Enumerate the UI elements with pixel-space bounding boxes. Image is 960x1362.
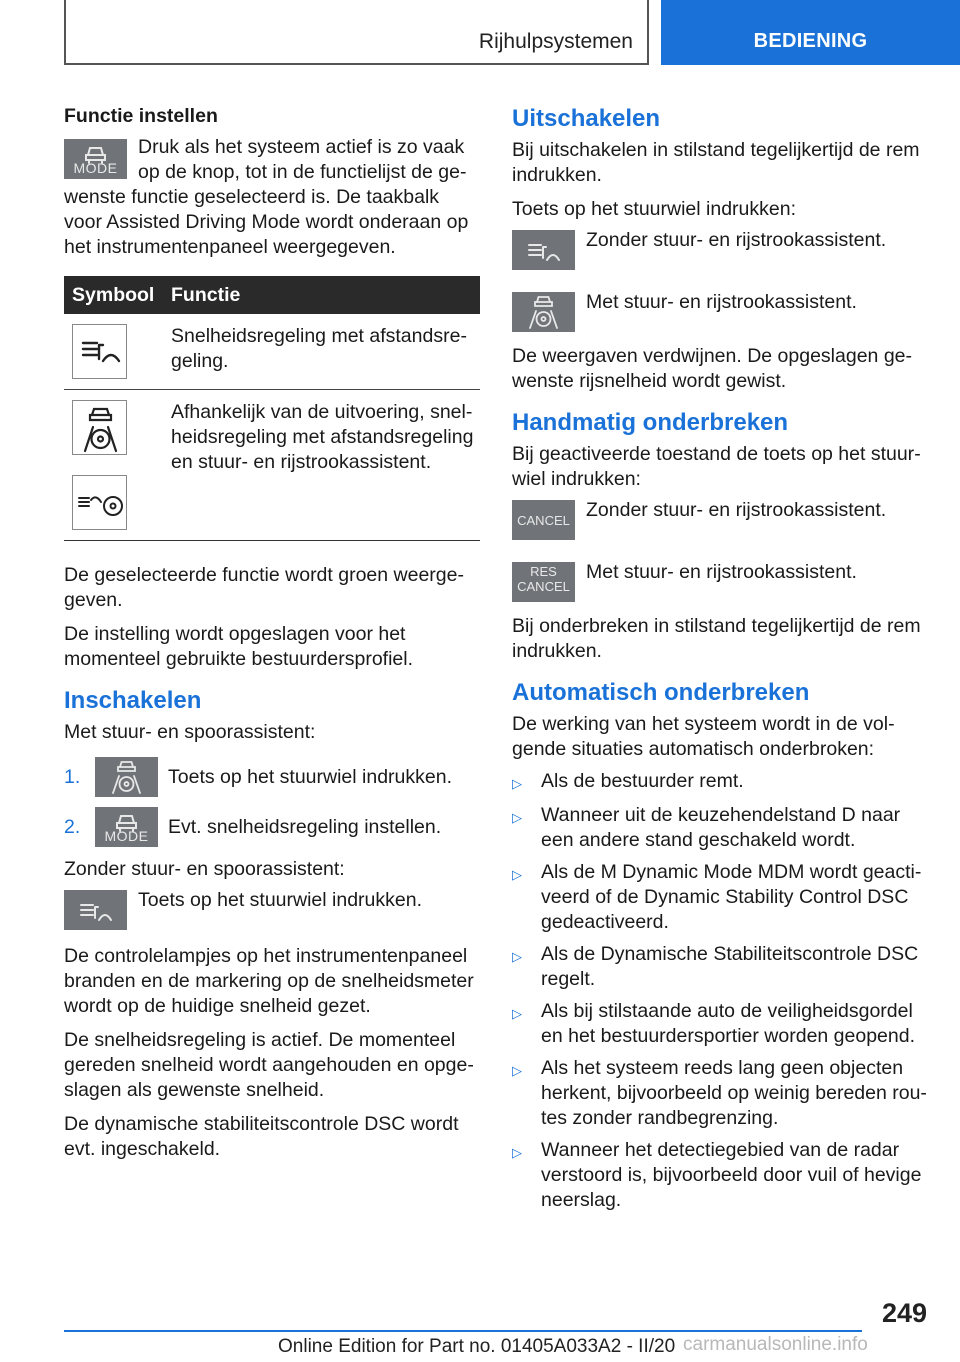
paragraph: Toets op het stuurwiel indrukken: <box>512 198 796 220</box>
table-header <box>64 276 480 314</box>
table-row <box>64 389 480 540</box>
bullet-triangle-icon: ▷ <box>512 1063 522 1078</box>
symbol-table <box>64 276 480 541</box>
paragraph: Bij uitschakelen in stilstand tegelijkertijd de rem indrukken. <box>512 139 920 186</box>
mode-label: MODE <box>104 828 149 844</box>
section-title: Rijhulpsystemen <box>478 30 633 53</box>
mode-button-icon <box>95 807 158 847</box>
mode-button-icon <box>64 139 127 179</box>
inschakelen-heading: Inschakelen <box>64 687 202 714</box>
functie-instellen-heading: Functie instellen <box>64 105 218 127</box>
step-text: Toets op het stuurwiel indrukken. <box>168 765 452 788</box>
cruise-control-button-icon <box>64 890 127 930</box>
step-text: Evt. snelheidsregeling instellen. <box>168 815 442 838</box>
col-symbol: Symbool <box>72 283 155 306</box>
bullet-triangle-icon: ▷ <box>512 867 522 882</box>
paragraph: Zonder stuur- en spoorassistent: <box>64 858 345 880</box>
paragraph: De weergaven verdwijnen. De opgeslagen gewenste rijsnelheid wordt gewist. <box>512 345 913 392</box>
watermark: carmanualsonline.info <box>683 1334 868 1355</box>
list-item: ▷ Als de M Dynamic Mode MDM wordt geactiveerd of de Dynamic Stability Control DSC gedeactiveerd. <box>512 861 922 933</box>
list-item <box>64 807 480 847</box>
bullet-triangle-icon: ▷ <box>512 1006 522 1021</box>
paragraph: De snelheidsregeling is actief. De momenteel gereden snelheid wordt aangehouden en opgeslagen als gewenste snelheid. <box>64 1029 474 1101</box>
res-cancel-label: CANCEL <box>517 579 570 594</box>
steering-lane-assist-symbol-icon <box>72 400 127 455</box>
list-item: ▷ Als bij stilstaande auto de veiligheidsgordel en het bestuurdersportier worden geopend. <box>512 1000 916 1047</box>
list-item: ▷ Als de Dynamische Stabiliteitscontrole DSC regelt. <box>512 943 919 990</box>
table-row <box>64 314 480 389</box>
option-line <box>512 560 930 602</box>
paragraph: De dynamische stabiliteitscontrole DSC wordt evt. ingeschakeld. <box>64 1113 459 1160</box>
step-number: 2. <box>64 815 81 838</box>
automatisch-heading: Automatisch onderbreken <box>512 679 810 706</box>
res-cancel-button <box>512 562 575 602</box>
list-item: ▷ Wanneer het detectiegebied van de radar verstoord is, bijvoorbeeld door vuil of hevige neerslag. <box>512 1139 922 1211</box>
paragraph: De geselecteerde functie wordt groen weergegeven. <box>64 564 464 611</box>
paragraph: Bij geactiveerde toestand de toets op het stuurwiel indrukken: <box>512 443 921 490</box>
bullet-triangle-icon: ▷ <box>512 1145 522 1160</box>
footer-divider <box>64 1330 862 1332</box>
cancel-label: CANCEL <box>517 513 570 528</box>
page-number: 249 <box>881 1298 927 1328</box>
option-line <box>512 290 930 332</box>
option-line <box>512 498 930 540</box>
mode-label: MODE <box>73 160 118 176</box>
table-cell-function: Snelheidsregeling met afstandsregeling. <box>171 325 467 372</box>
without-assist-text: Toets op het stuurwiel indrukken. <box>138 889 422 911</box>
list-item: ▷ Als het systeem reeds lang geen objecten herkent, bijvoorbeeld op weinig bereden routes zonder randbegrenzing. <box>512 1057 927 1129</box>
paragraph: De instelling wordt opgeslagen voor het momenteel gebruikte bestuurdersprofiel. <box>64 623 414 670</box>
steering-assist-button-icon <box>95 757 158 797</box>
option-text: Zonder stuur- en rijstrookassistent. <box>586 229 887 251</box>
option-text: Met stuur- en rijstrookassistent. <box>586 291 857 313</box>
paragraph: Bij onderbreken in stilstand tegelijkertijd de rem indrukken. <box>512 615 921 662</box>
option-line <box>512 228 930 270</box>
step-number: 1. <box>64 765 81 788</box>
paragraph: De werking van het systeem wordt in de volgende situaties automatisch onderbroken: <box>512 713 895 760</box>
auto-interrupt-list <box>512 769 930 1213</box>
list-item: ▷ Als de bestuurder remt. <box>512 769 930 796</box>
handmatig-heading: Handmatig onderbreken <box>512 409 789 436</box>
col-function: Functie <box>171 283 241 306</box>
paragraph: Met stuur- en spoorassistent: <box>64 721 316 743</box>
option-text: Zonder stuur- en rijstrookassistent. <box>586 499 887 521</box>
header-section-box <box>64 0 649 65</box>
cancel-button <box>512 500 575 540</box>
cruise-steering-symbol-icon <box>72 475 127 530</box>
functie-instellen-block <box>64 135 480 260</box>
bullet-triangle-icon: ▷ <box>512 810 522 825</box>
steering-assist-button-icon <box>512 292 575 332</box>
list-item: ▷ Wanneer uit de keuzehendelstand D naar een andere stand geschakeld wordt. <box>512 804 901 851</box>
option-text: Met stuur- en rijstrookassistent. <box>586 561 857 583</box>
footer-edition: Online Edition for Part no. 01405A033A2 - II/20 <box>278 1336 676 1357</box>
cruise-control-button-icon <box>512 230 575 270</box>
list-item <box>64 757 480 797</box>
bullet-triangle-icon: ▷ <box>512 949 522 964</box>
table-cell-function: Afhankelijk van de uitvoering, snelheidsregeling met afstandsregeling en stuur- en rijstrookassistent. <box>171 401 474 473</box>
uitschakelen-heading: Uitschakelen <box>512 105 661 132</box>
left-column <box>64 104 480 1171</box>
without-assist-line <box>64 888 480 930</box>
right-column <box>512 104 930 1220</box>
functie-instellen-text: Druk als het systeem actief is zo vaak op de knop, tot in de functielijst de gewenste functie geselecteerd is. De taakbalk voor Assisted Driving Mode wordt onderaan op het instrumentenpaneel weergegeven. <box>64 136 469 258</box>
cruise-control-symbol-icon <box>72 324 127 379</box>
paragraph: De controlelampjes op het instrumentenpaneel branden en de markering op de snelheidsmeter wordt op de huidige snelheid gezet. <box>64 945 474 1017</box>
chapter-tab[interactable]: BEDIENING <box>661 0 960 65</box>
res-label: RES <box>530 564 557 579</box>
bullet-triangle-icon: ▷ <box>512 776 522 791</box>
